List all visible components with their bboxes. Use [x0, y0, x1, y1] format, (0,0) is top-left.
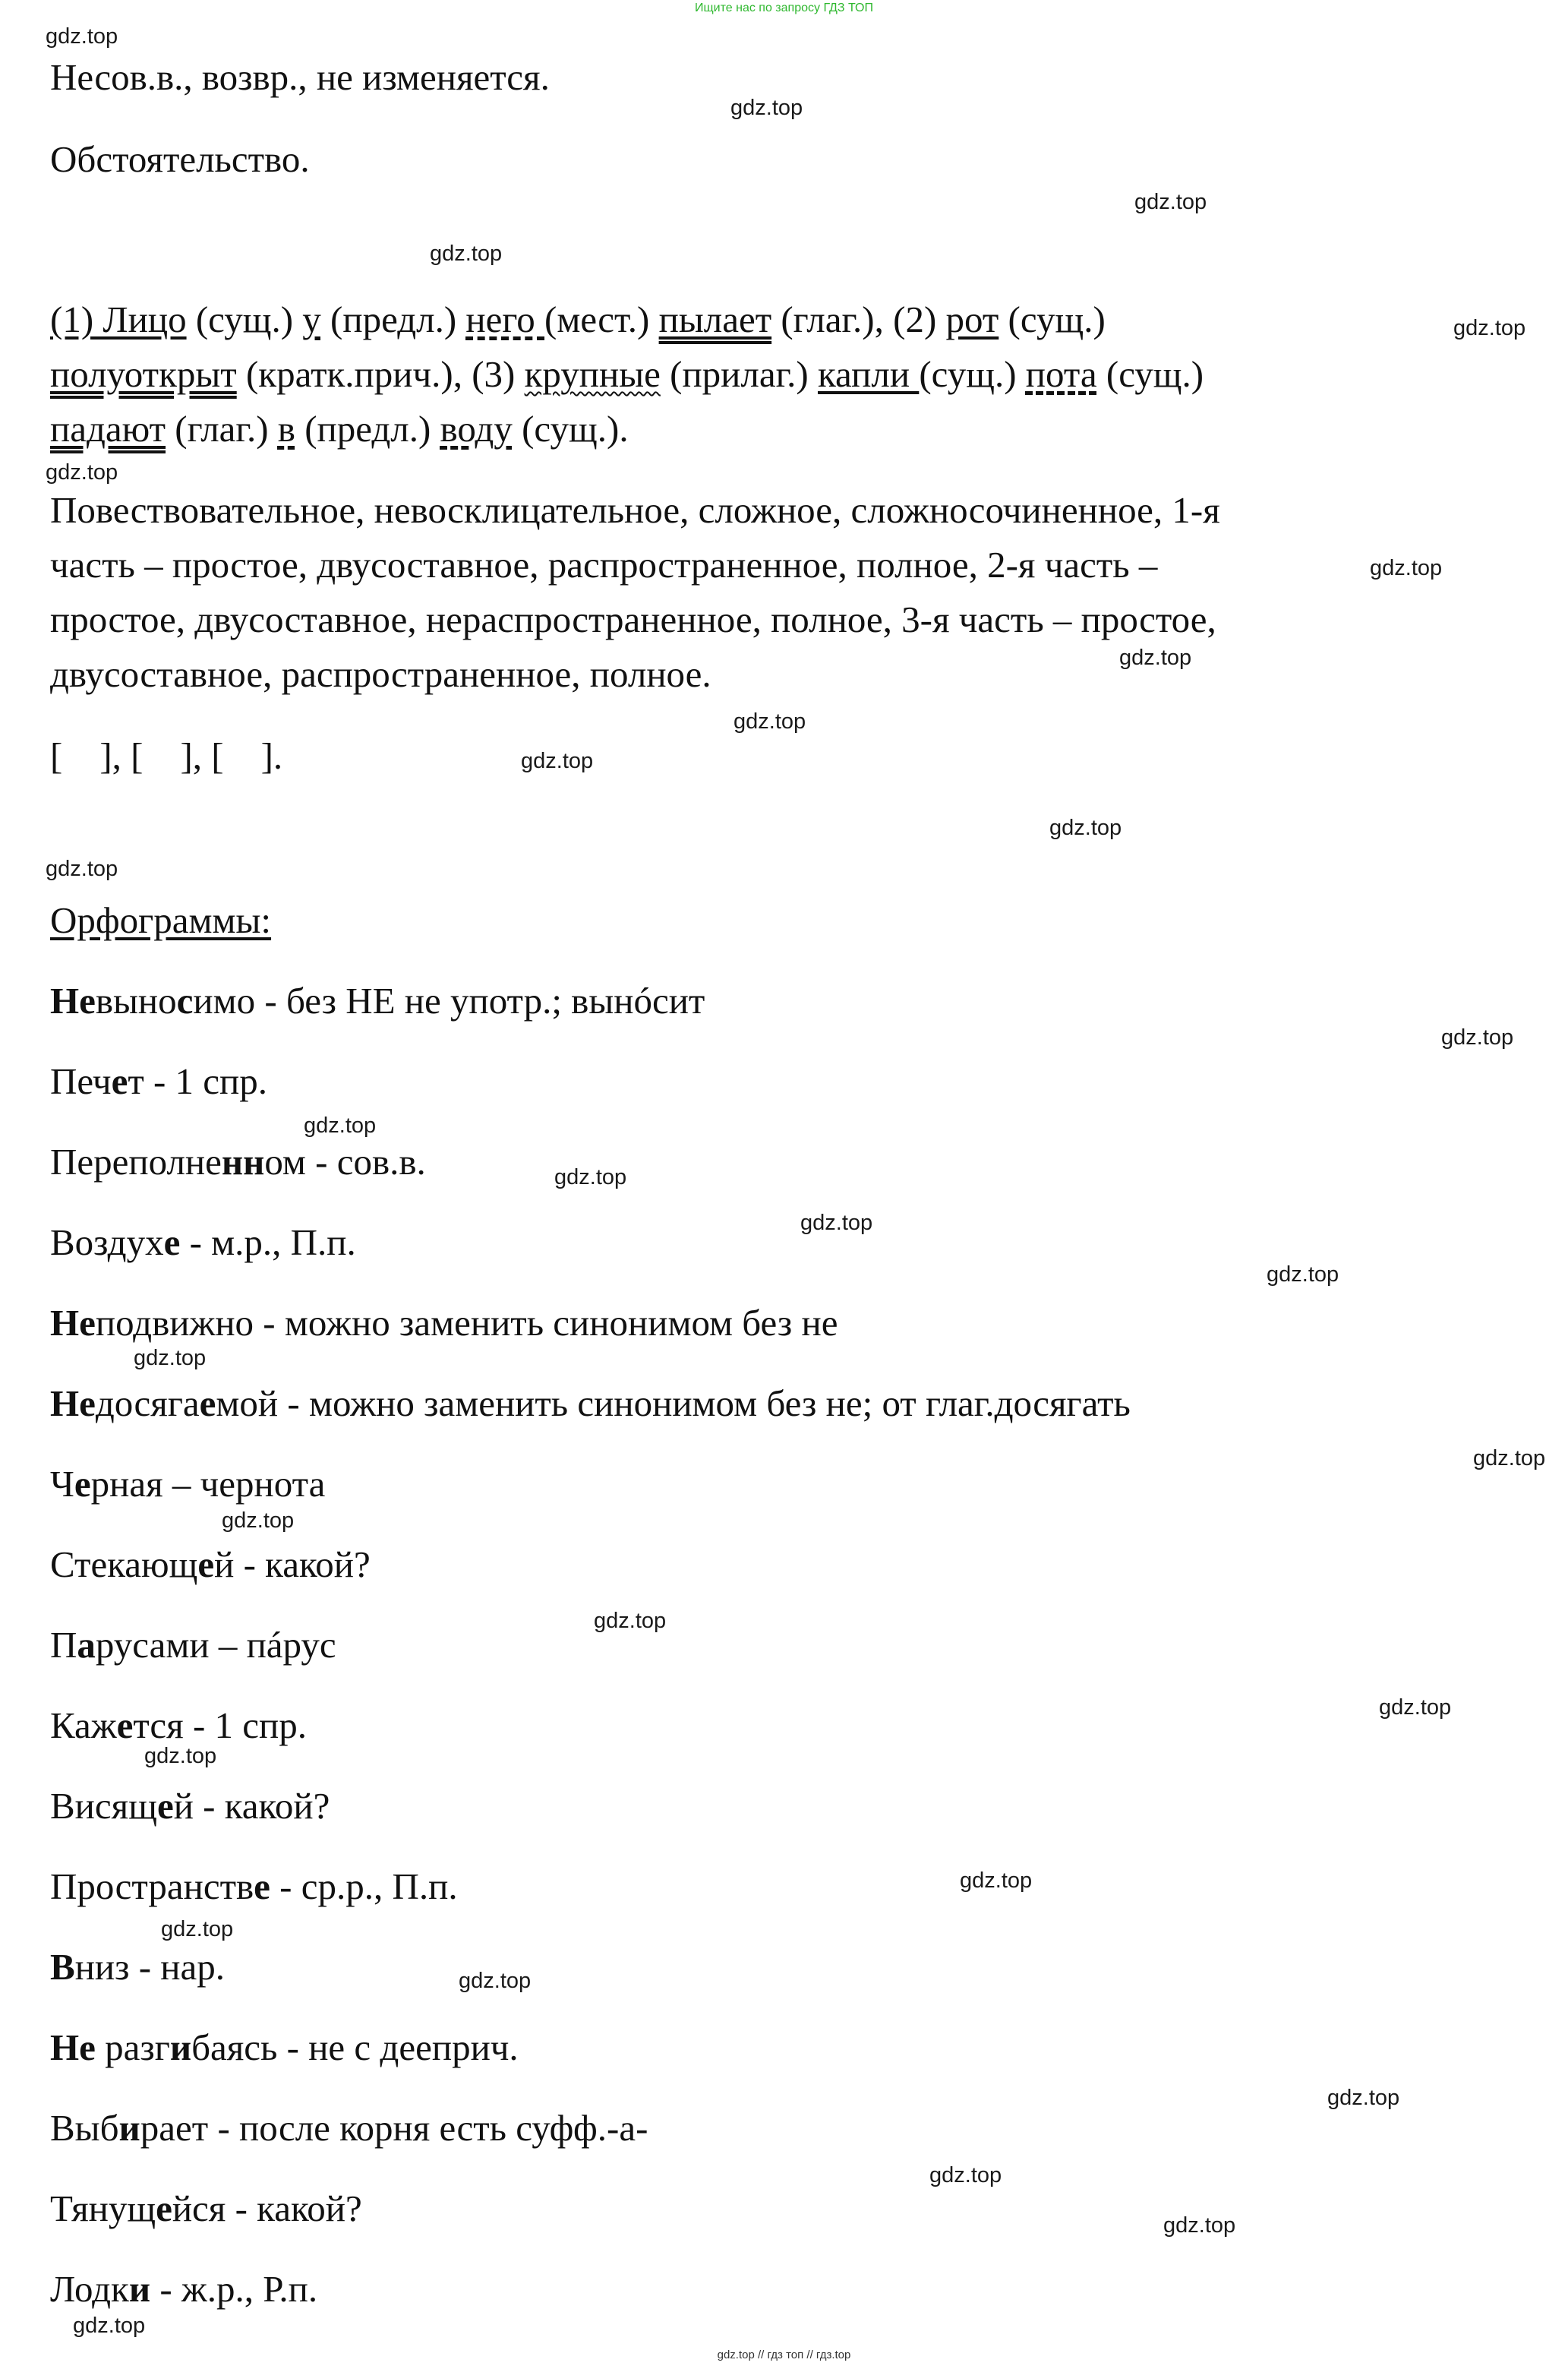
watermark: gdz.top: [46, 460, 118, 485]
orthogram-item: Кажется - 1 спр.: [50, 1704, 307, 1746]
pos-label: (мест.): [544, 298, 659, 340]
watermark: gdz.top: [1119, 646, 1192, 670]
orthogram-item: Черная – чернота: [50, 1463, 326, 1505]
word-object: пота: [1025, 353, 1097, 395]
watermark: gdz.top: [46, 857, 118, 881]
watermark: gdz.top: [554, 1165, 627, 1189]
orthogram-item: Выбирает - после корня есть суфф.-а-: [50, 2107, 648, 2149]
watermark: gdz.top: [734, 709, 806, 734]
word-subject: рот: [945, 298, 999, 340]
watermark: gdz.top: [1134, 190, 1207, 214]
watermark: gdz.top: [459, 1969, 532, 1993]
word-adverbial: воду: [440, 408, 513, 450]
characteristic-line-3: простое, двусоставное, нераспространенное, полное, 3-я часть – простое,: [50, 599, 1216, 640]
watermark: gdz.top: [304, 1113, 377, 1138]
watermark: gdz.top: [1379, 1695, 1452, 1720]
characteristic-line-2: часть – простое, двусоставное, распространенное, полное, 2-я часть –: [50, 544, 1158, 586]
characteristic-line-4: двусоставное, распространенное, полное.: [50, 653, 711, 695]
watermark: gdz.top: [521, 749, 594, 773]
watermark: gdz.top: [161, 1917, 234, 1941]
watermark: gdz.top: [929, 2163, 1002, 2187]
orthograms-title: Орфограммы:: [50, 899, 272, 941]
sentence-line-2: [50, 347, 1204, 402]
sentence-scheme: [ ], [ ], [ ].: [50, 735, 283, 777]
word-predicate: падают: [50, 408, 166, 450]
pos-label: (сущ.): [999, 298, 1106, 340]
word-predicate: полуоткрыт: [50, 353, 237, 395]
orthogram-item: Висящей - какой?: [50, 1785, 330, 1827]
pos-label: (предл.): [295, 408, 440, 450]
word-subject: капли: [817, 353, 920, 395]
orthogram-item: Стекающей - какой?: [50, 1543, 371, 1585]
footer-note: gdz.top // гдз топ // гдз.top: [717, 2348, 851, 2361]
word-predicate: пылает: [658, 298, 772, 340]
watermark: gdz.top: [1370, 556, 1443, 580]
orthogram-item: Неподвижно - можно заменить синонимом без не: [50, 1302, 838, 1344]
orthogram-item: Недосягаемой - можно заменить синонимом без не; от глаг.досягать: [50, 1382, 1131, 1424]
pos-label: (кратк.прич.), (3): [236, 353, 525, 395]
orthogram-item: Парусами – пáрус: [50, 1624, 336, 1666]
word-attribute: крупные: [524, 353, 661, 395]
orthogram-item: Переполненном - сов.в.: [50, 1141, 426, 1183]
pos-label: (сущ.): [186, 298, 303, 340]
watermark: gdz.top: [960, 1868, 1033, 1893]
pos-label: (прилаг.): [660, 353, 818, 395]
orthogram-item: Воздухе - м.р., П.п.: [50, 1221, 356, 1263]
pos-label: (сущ.).: [512, 408, 629, 450]
watermark: gdz.top: [1441, 1025, 1514, 1050]
watermark: gdz.top: [430, 242, 503, 266]
pos-label: (глаг.): [166, 408, 278, 450]
pos-label: (сущ.): [1096, 353, 1204, 395]
orthogram-item: Тянущейся - какой?: [50, 2187, 362, 2229]
morph-line-2: Обстоятельство.: [50, 138, 310, 180]
watermark: gdz.top: [222, 1508, 295, 1533]
pos-label: (глаг.), (2): [771, 298, 946, 340]
watermark: gdz.top: [46, 24, 118, 49]
word-pronoun: него: [465, 298, 544, 340]
watermark: gdz.top: [1453, 316, 1526, 340]
watermark: gdz.top: [594, 1609, 667, 1633]
pos-label: (предл.): [320, 298, 466, 340]
sentence-line-3: [50, 402, 629, 456]
watermark: gdz.top: [1049, 816, 1122, 840]
watermark: gdz.top: [144, 1744, 217, 1768]
watermark: gdz.top: [1267, 1262, 1339, 1287]
header-note: Ищите нас по запросу ГДЗ ТОП: [695, 2, 873, 14]
watermark: gdz.top: [1473, 1446, 1546, 1470]
characteristic-line-1: Повествовательное, невосклицательное, сложное, сложносочиненное, 1-я: [50, 489, 1220, 531]
watermark: gdz.top: [73, 2314, 146, 2338]
word-preposition: в: [277, 408, 295, 450]
watermark: gdz.top: [1327, 2086, 1400, 2110]
watermark: gdz.top: [800, 1211, 873, 1235]
pos-label: (сущ.): [919, 353, 1026, 395]
morph-line-1: Несов.в., возвр., не изменяется.: [50, 56, 550, 98]
word-preposition: у: [302, 298, 321, 340]
watermark: gdz.top: [1163, 2213, 1236, 2238]
orthogram-item: Печет - 1 спр.: [50, 1060, 268, 1102]
orthogram-item: Не разгибаясь - не с дееприч.: [50, 2026, 519, 2068]
word-subject: (1) Лицо: [50, 298, 187, 340]
orthogram-item: Вниз - нар.: [50, 1946, 226, 1988]
orthogram-item: Пространстве - ср.р., П.п.: [50, 1865, 458, 1907]
orthogram-item: Невыносимо - без НЕ не употр.; вынóсит: [50, 980, 705, 1022]
orthogram-item: Лодки - ж.р., Р.п.: [50, 2268, 318, 2310]
watermark: gdz.top: [134, 1346, 207, 1370]
watermark: gdz.top: [730, 96, 803, 120]
sentence-line-1: [50, 292, 1106, 347]
